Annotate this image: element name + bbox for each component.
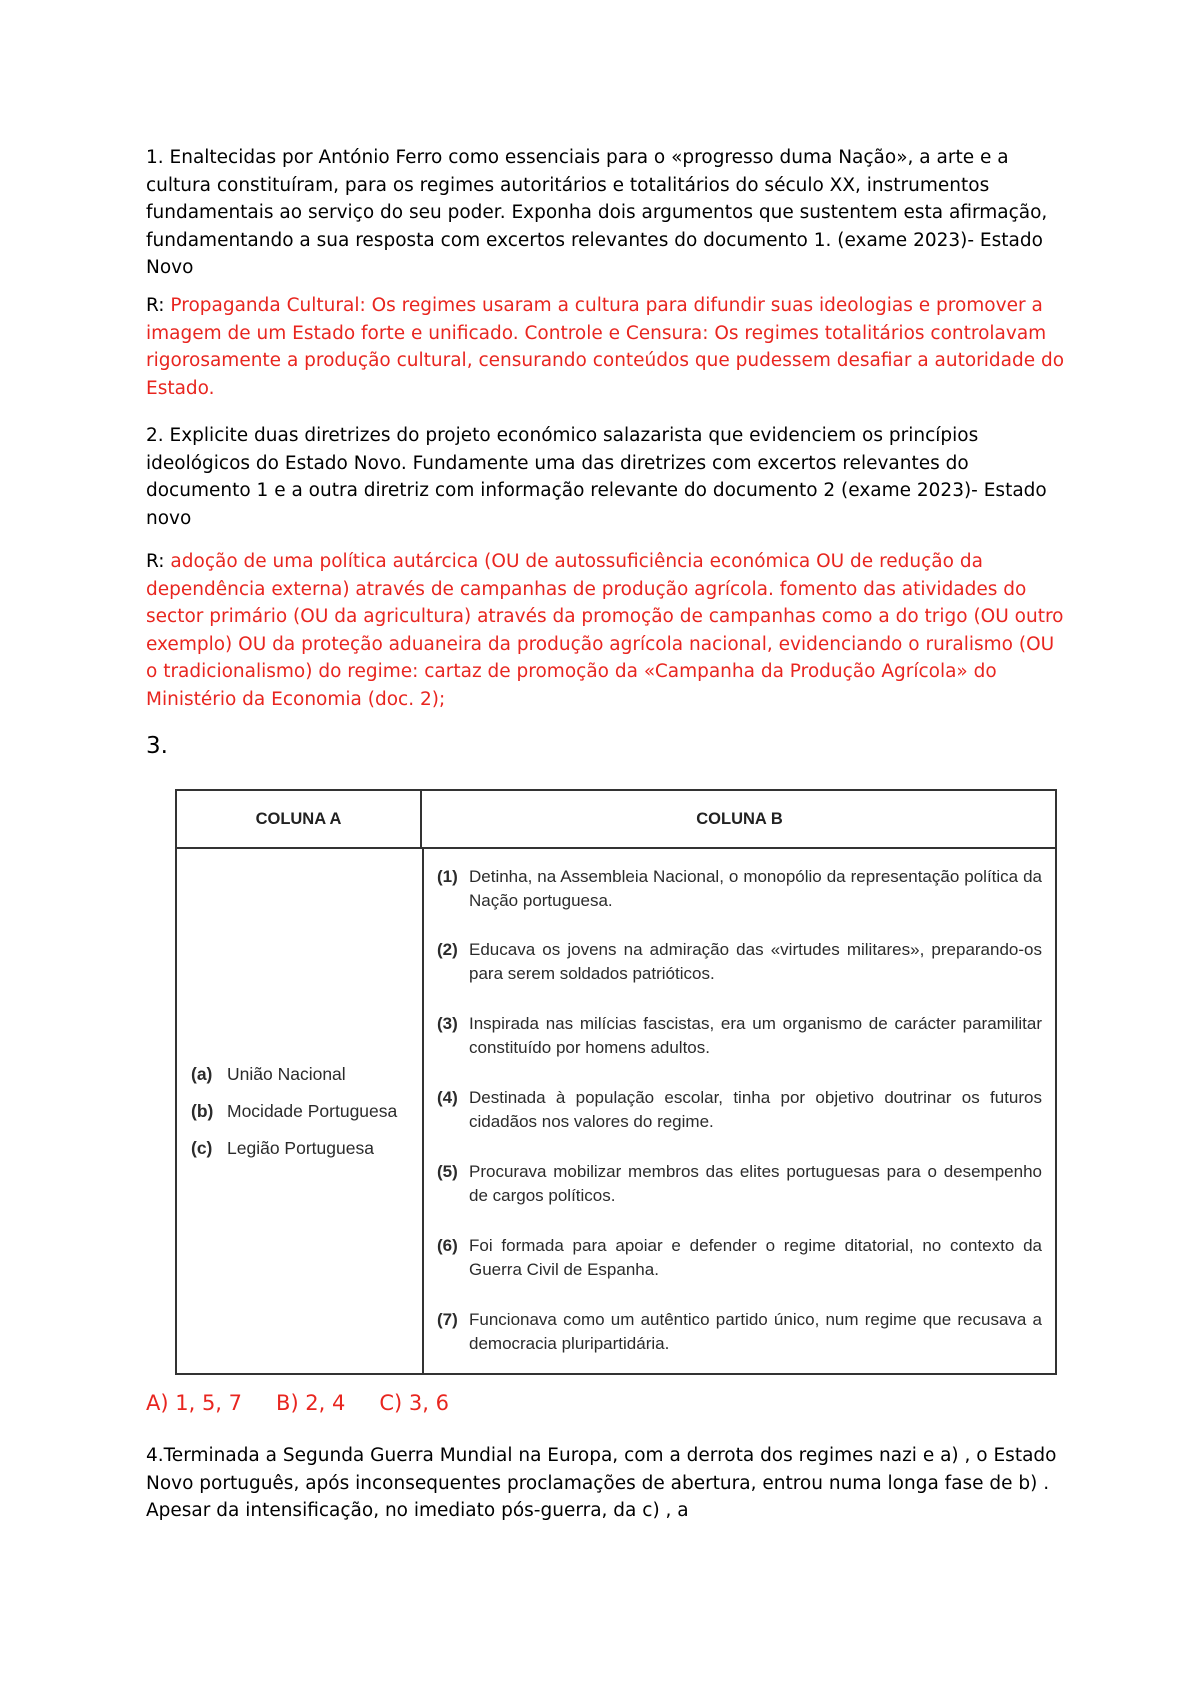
answers-3: [146, 1391, 483, 1415]
column-a-letter: (a): [191, 1064, 213, 1084]
column-b-number: (4): [437, 1088, 458, 1107]
column-b-number: (3): [437, 1014, 458, 1033]
answer-2-text: adoção de uma política autárcica (OU de autossuficiência económica OU de redução da dependência externa) através de campanhas de produção agrícola. fomento das atividades do sector primário (OU da agricultura) através da promoção de campanhas como a do trigo (OU outro exemplo) OU da proteção aduaneira da produção agrícola nacional, evidenciando o ruralismo (OU o tradicionalismo) do regime: cartaz de promoção da «Campanha da Produção Agrícola» do Ministério da Economia (doc. 2);: [146, 551, 1064, 710]
column-b-item: [437, 1160, 1042, 1208]
column-a-letter: (b): [191, 1101, 214, 1121]
column-b-header: COLUNA B: [422, 791, 1057, 849]
matching-table: [175, 789, 1057, 1375]
question-1: 1. Enaltecidas por António Ferro como essenciais para o «progresso duma Nação», a arte e a cultura constituíram, para os regimes autoritários e totalitários do século XX, instrumentos fundamentais ao serviço do seu poder. Exponha dois argumentos que sustentem esta afirmação, fundamentando a sua resposta com excertos relevantes do documento 1. (exame 2023)- Estado Novo: [146, 147, 1048, 278]
question-4: 4.Terminada a Segunda Guerra Mundial na Europa, com a derrota dos regimes nazi e a) , o Estado Novo português, após inconsequentes proclamações de abertura, entrou numa longa fase de b) . Apesar da intensificação, no imediato pós-guerra, da c) , a: [146, 1445, 1057, 1521]
column-b-number: (1): [437, 867, 458, 886]
column-b-item: [437, 938, 1042, 986]
answer-3c: C) 3, 6: [379, 1391, 449, 1415]
column-divider: [422, 849, 424, 1375]
column-b-number: (2): [437, 940, 458, 959]
answer-1: [146, 292, 1066, 402]
column-a-list: [191, 1064, 397, 1175]
question-3-label: 3.: [146, 733, 168, 759]
column-b-text: Detinha, na Assembleia Nacional, o monopólio da representação política da Nação portuguesa.: [469, 867, 1042, 910]
column-b-text: Destinada à população escolar, tinha por objetivo doutrinar os futuros cidadãos nos valores do regime.: [469, 1088, 1042, 1131]
column-a-item: [191, 1101, 397, 1138]
column-b-text: Inspirada nas milícias fascistas, era um organismo de carácter paramilitar constituído por homens adultos.: [469, 1014, 1042, 1057]
column-b-number: (5): [437, 1162, 458, 1181]
answer-3a: A) 1, 5, 7: [146, 1391, 243, 1415]
column-a-text: Legião Portuguesa: [227, 1138, 374, 1158]
answer-2: [146, 548, 1066, 713]
column-b-item: [437, 1086, 1042, 1134]
column-a-item: [191, 1064, 397, 1101]
column-b-item: [437, 1012, 1042, 1060]
column-b-number: (7): [437, 1310, 458, 1329]
question-2: 2. Explicite duas diretrizes do projeto económico salazarista que evidenciem os princípios ideológicos do Estado Novo. Fundamente uma das diretrizes com excertos relevantes do documento 1 e a outra diretriz com informação relevante do documento 2 (exame 2023)- Estado novo: [146, 425, 1047, 529]
answer-2-label: R:: [146, 551, 165, 572]
column-b-text: Educava os jovens na admiração das «virtudes militares», preparando-os para serem soldados patrióticos.: [469, 940, 1042, 983]
column-a-header: COLUNA A: [177, 791, 422, 849]
column-b-text: Foi formada para apoiar e defender o regime ditatorial, no contexto da Guerra Civil de Espanha.: [469, 1236, 1042, 1279]
column-b-number: (6): [437, 1236, 458, 1255]
column-b-text: Funcionava como um autêntico partido único, num regime que recusava a democracia pluripartidária.: [469, 1310, 1042, 1353]
answer-1-label: R:: [146, 295, 165, 316]
column-b-item: [437, 865, 1042, 913]
column-a-text: União Nacional: [227, 1064, 346, 1084]
column-b-text: Procurava mobilizar membros das elites portuguesas para o desempenho de cargos políticos.: [469, 1162, 1042, 1205]
column-a-text: Mocidade Portuguesa: [227, 1101, 398, 1121]
column-a-item: [191, 1138, 397, 1175]
column-b-item: [437, 1308, 1042, 1356]
answer-3b: B) 2, 4: [276, 1391, 346, 1415]
answer-1-text: Propaganda Cultural: Os regimes usaram a cultura para difundir suas ideologias e promover a imagem de um Estado forte e unificado. Controle e Censura: Os regimes totalitários controlavam rigorosamente a produção cultural, censurando conteúdos que pudessem desafiar a autoridade do Estado.: [146, 295, 1065, 399]
column-b-item: [437, 1234, 1042, 1282]
column-a-letter: (c): [191, 1138, 213, 1158]
